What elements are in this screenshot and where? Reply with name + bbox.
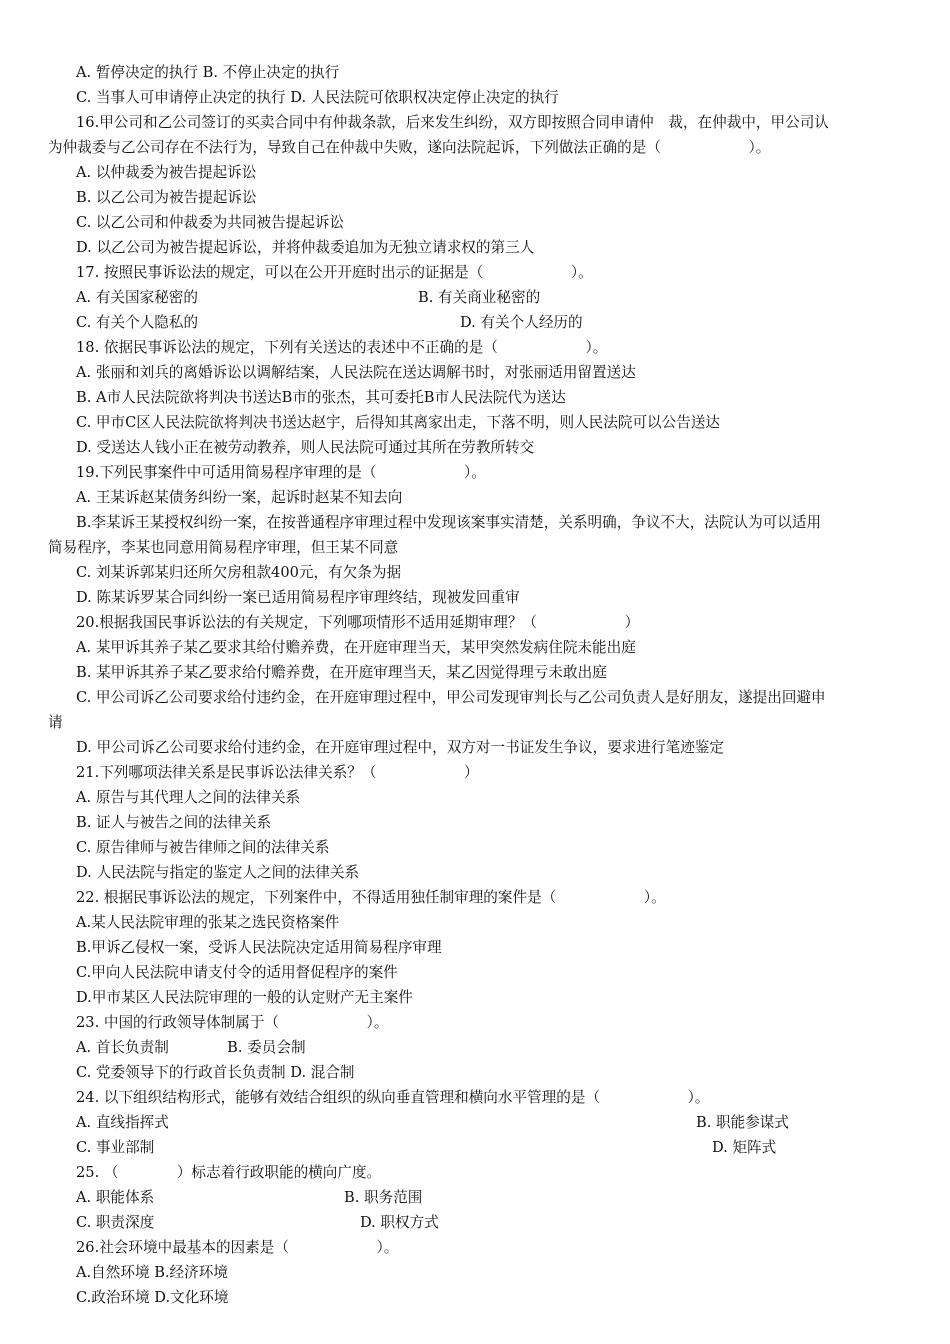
q19-stem: 19.下列民事案件中可适用简易程序审理的是（ ）。: [76, 464, 486, 481]
q19-option-b-line1: B.李某诉王某授权纠纷一案，在按普通程序审理过程中发现该案事实清楚，关系明确，争议不大，法院认为可以适用: [76, 514, 822, 531]
q25-option-b: B. 职务范围: [344, 1189, 423, 1206]
q25-option-a: A. 职能体系: [76, 1189, 155, 1206]
q24-option-c: C. 事业部制: [76, 1139, 155, 1156]
q22-stem: 22. 根据民事诉讼法的规定，下列案件中，不得适用独任制审理的案件是（ ）。: [76, 889, 666, 906]
q15-options-cd: C. 当事人可申请停止决定的执行 D. 人民法院可依职权决定停止决定的执行: [76, 89, 559, 106]
q24-option-d: D. 矩阵式: [712, 1139, 777, 1156]
q18-option-a: A. 张丽和刘兵的离婚诉讼以调解结案，人民法院在送达调解书时，对张丽适用留置送达: [76, 364, 636, 381]
q19-option-d: D. 陈某诉罗某合同纠纷一案已适用简易程序审理终结，现被发回重审: [76, 589, 520, 606]
q18-option-c: C. 甲市C区人民法院欲将判决书送达赵宇，后得知其离家出走，下落不明，则人民法院可以公告送达: [76, 414, 721, 431]
q20-stem: 20.根据我国民事诉讼法的有关规定，下列哪项情形不适用延期审理？（ ）: [76, 614, 640, 631]
q17-option-a: A. 有关国家秘密的: [76, 289, 198, 306]
q23-stem: 23. 中国的行政领导体制属于（ ）。: [76, 1014, 389, 1031]
q24-option-b: B. 职能参谋式: [696, 1114, 789, 1131]
q23-options-ab: A. 首长负责制 B. 委员会制: [76, 1039, 306, 1056]
q19-option-c: C. 刘某诉郭某归还所欠房租款400元，有欠条为据: [76, 564, 402, 581]
q16-option-b: B. 以乙公司为被告提起诉讼: [76, 189, 257, 206]
q26-options-ab: A.自然环境 B.经济环境: [76, 1264, 228, 1281]
q21-option-a: A. 原告与其代理人之间的法律关系: [76, 789, 301, 806]
q22-option-d: D.甲市某区人民法院审理的一般的认定财产无主案件: [76, 989, 413, 1006]
q18-stem: 18. 依据民事诉讼法的规定，下列有关送达的表述中不正确的是（ ）。: [76, 339, 608, 356]
q16-option-c: C. 以乙公司和仲裁委为共同被告提起诉讼: [76, 214, 345, 231]
q25-option-c: C. 职责深度: [76, 1214, 155, 1231]
q25-stem: 25. （ ）标志着行政职能的横向广度。: [76, 1164, 382, 1181]
q15-options-ab: A. 暂停决定的执行 B. 不停止决定的执行: [76, 64, 340, 81]
q21-option-b: B. 证人与被告之间的法律关系: [76, 814, 272, 831]
q17-option-c: C. 有关个人隐私的: [76, 314, 199, 331]
q20-option-a: A. 某甲诉其养子某乙要求其给付赡养费，在开庭审理当天，某甲突然发病住院未能出庭: [76, 639, 636, 656]
q19-option-b-line2: 简易程序，李某也同意用简易程序审理，但王某不同意: [48, 539, 399, 556]
q16-stem-line2: 为仲裁委与乙公司存在不法行为，导致自己在仲裁中失败，遂向法院起诉，下列做法正确的是（ ）。: [48, 139, 771, 156]
q18-option-d: D. 受送达人钱小正在被劳动教养，则人民法院可通过其所在劳教所转交: [76, 439, 535, 456]
q20-option-b: B. 某甲诉其养子某乙要求给付赡养费，在开庭审理当天，某乙因觉得理亏未敢出庭: [76, 664, 607, 681]
q22-option-b: B.甲诉乙侵权一案，受诉人民法院决定适用简易程序审理: [76, 939, 442, 956]
q23-options-cd: C. 党委领导下的行政首长负责制 D. 混合制: [76, 1064, 355, 1081]
q16-stem-line1: 16.甲公司和乙公司签订的买卖合同中有仲裁条款，后来发生纠纷，双方即按照合同申请仲 裁，在仲裁中，甲公司认: [76, 114, 829, 131]
q21-option-d: D. 人民法院与指定的鉴定人之间的法律关系: [76, 864, 360, 881]
q17-option-d: D. 有关个人经历的: [460, 314, 583, 331]
q21-stem: 21.下列哪项法律关系是民事诉讼法律关系？（ ）: [76, 764, 479, 781]
q20-option-c-line2: 请: [48, 714, 63, 731]
q25-option-d: D. 职权方式: [360, 1214, 439, 1231]
q18-option-b: B. A市人民法院欲将判决书送达B市的张杰，其可委托B市人民法院代为送达: [76, 389, 566, 406]
q24-stem: 24. 以下组织结构形式，能够有效结合组织的纵向垂直管理和横向水平管理的是（ ）。: [76, 1089, 710, 1106]
q17-stem: 17. 按照民事诉讼法的规定，可以在公开开庭时出示的证据是（ ）。: [76, 264, 593, 281]
q20-option-d: D. 甲公司诉乙公司要求给付违约金，在开庭审理过程中，双方对一书证发生争议，要求进行笔迹鉴定: [76, 739, 724, 756]
q22-option-c: C.甲向人民法院申请支付令的适用督促程序的案件: [76, 964, 398, 981]
q16-option-d: D. 以乙公司为被告提起诉讼，并将仲裁委追加为无独立请求权的第三人: [76, 239, 535, 256]
q26-options-cd: C.政治环境 D.文化环境: [76, 1289, 229, 1306]
q16-option-a: A. 以仲裁委为被告提起诉讼: [76, 164, 257, 181]
q19-option-a: A. 王某诉赵某债务纠纷一案，起诉时赵某不知去向: [76, 489, 403, 506]
q21-option-c: C. 原告律师与被告律师之间的法律关系: [76, 839, 330, 856]
q24-option-a: A. 直线指挥式: [76, 1114, 169, 1131]
q26-stem: 26.社会环境中最基本的因素是（ ）。: [76, 1239, 399, 1256]
q17-option-b: B. 有关商业秘密的: [418, 289, 541, 306]
q20-option-c-line1: C. 甲公司诉乙公司要求给付违约金，在开庭审理过程中，甲公司发现审判长与乙公司负责人是好朋友，遂提出回避申: [76, 689, 826, 706]
q22-option-a: A.某人民法院审理的张某之选民资格案件: [76, 914, 340, 931]
